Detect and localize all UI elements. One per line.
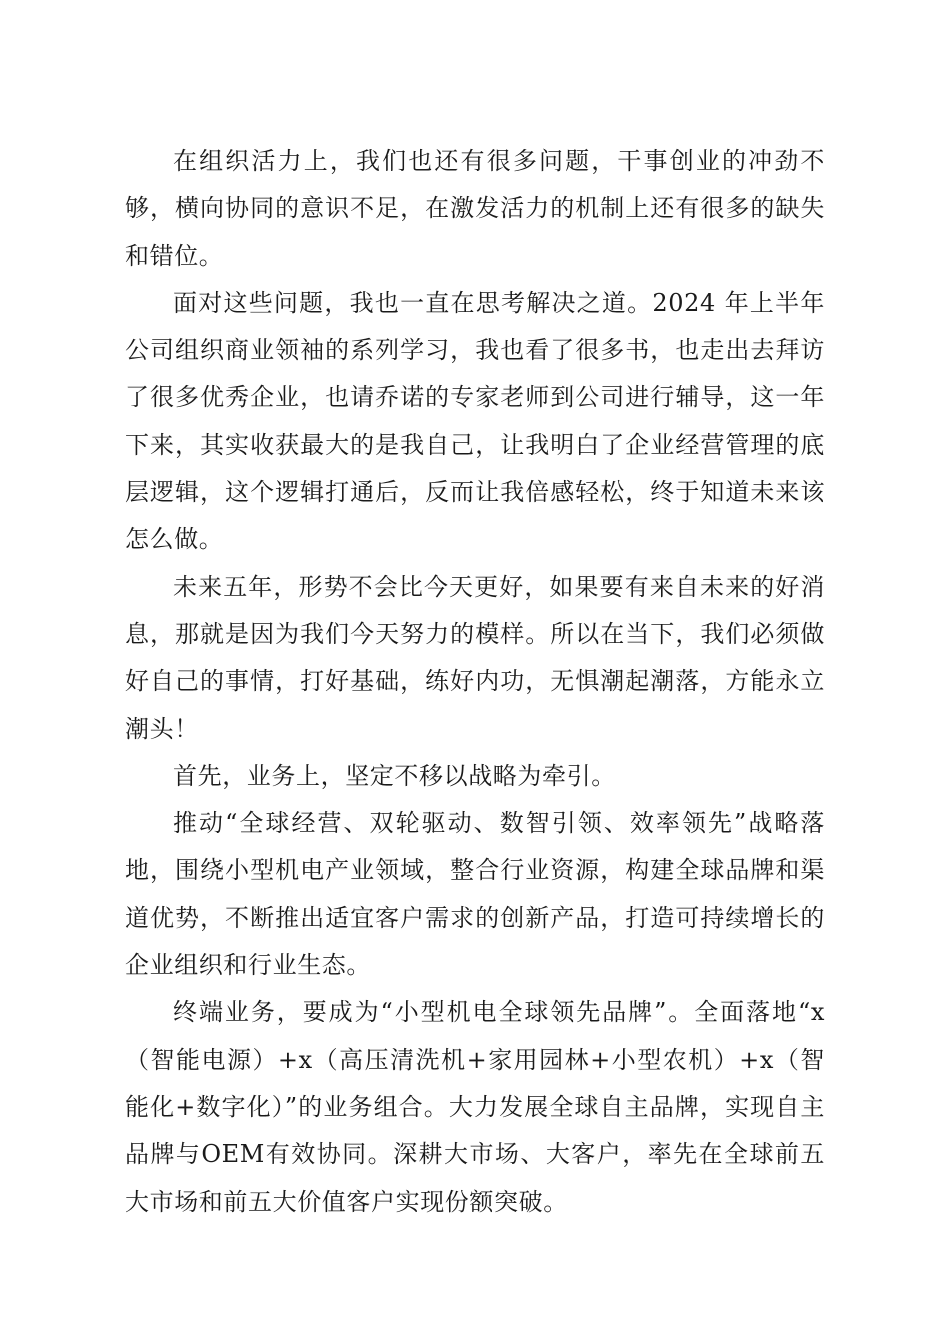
paragraph-strategy-first: 首先，业务上，坚定不移以战略为牵引。 <box>173 761 616 790</box>
paragraph-seeking-solutions: 面对这些问题，我也一直在思考解决之道。2024 年上半年公司组织商业领袖的系列学习，我也看了很多书，也走出去拜访了很多优秀企业，也请乔诺的专家老师到公司进行辅导，这一年下来，其实收获最大的是我自己，让我明白了企业经营管理的底层逻辑，这个逻辑打通后，反而让我倍感轻松，终于知道未来该怎么做。 <box>125 288 825 554</box>
paragraph-terminal-business: 终端业务，要成为“小型机电全球领先品牌”。全面落地“x（智能电源）+x（高压清洗机+家用园林+小型农机）+x（智能化+数字化）”的业务组合。大力发展全球自主品牌，实现自主品牌与OEM有效协同。深耕大市场、大客户，率先在全球前五大市场和前五大价值客户实现份额突破。 <box>125 998 825 1216</box>
paragraph-strategy-implementation: 推动“全球经营、双轮驱动、数智引领、效率领先”战略落地，围绕小型机电产业领域，整合行业资源，构建全球品牌和渠道优势，不断推出适宜客户需求的创新产品，打造可持续增长的企业组织和行业生态。 <box>125 809 825 980</box>
paragraph-next-five-years: 未来五年，形势不会比今天更好，如果要有来自未来的好消息，那就是因为我们今天努力的模样。所以在当下，我们必须做好自己的事情，打好基础，练好内功，无惧潮起潮落，方能永立潮头！ <box>125 572 825 743</box>
paragraph-organizational-vitality: 在组织活力上，我们也还有很多问题，干事创业的冲劲不够，横向协同的意识不足，在激发活力的机制上还有很多的缺失和错位。 <box>125 147 825 270</box>
document-body <box>125 138 825 1226</box>
